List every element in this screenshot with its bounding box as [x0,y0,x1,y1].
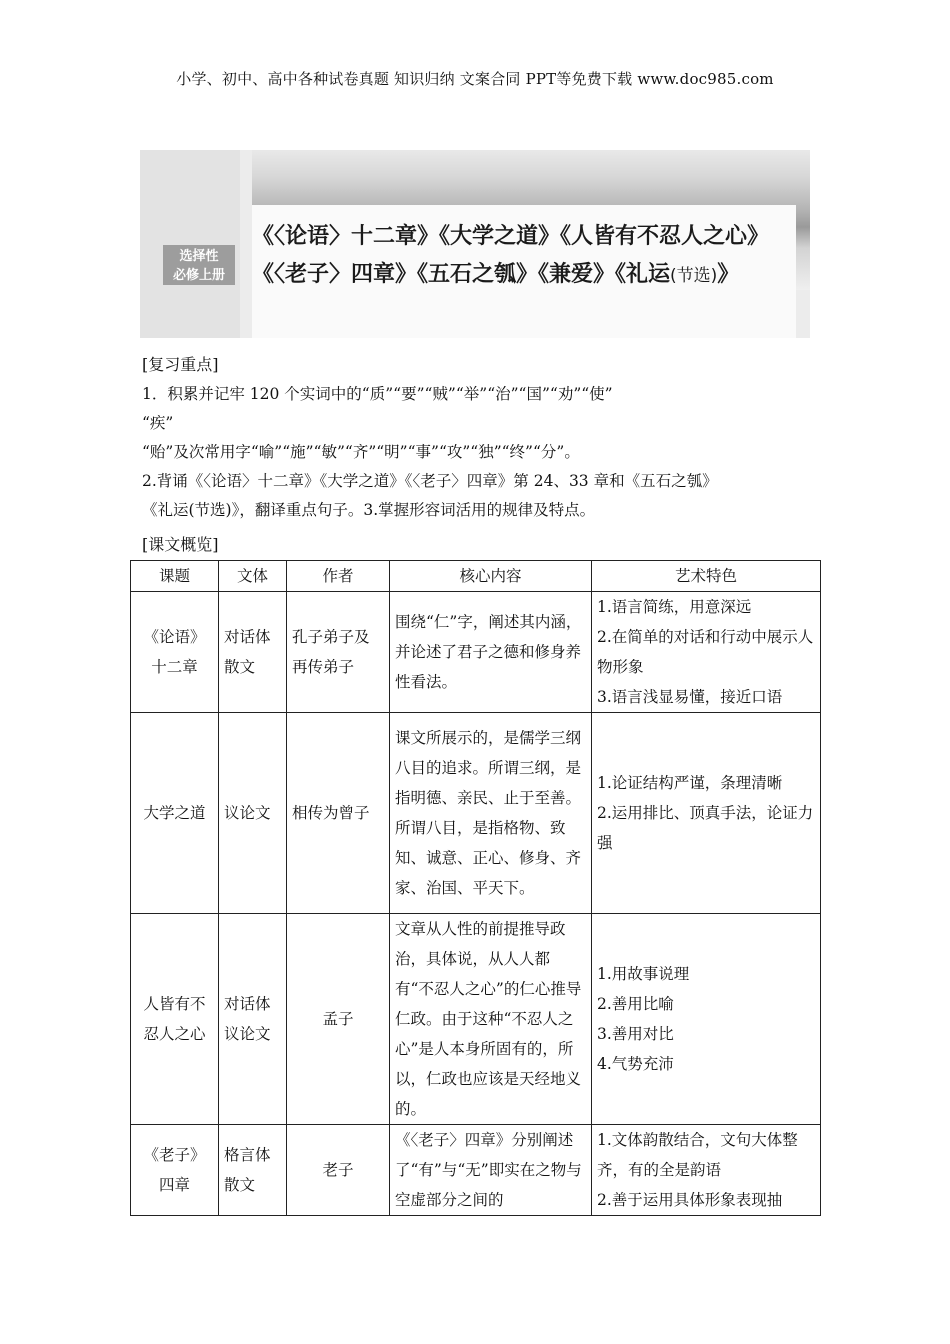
cell-author: 孟子 [287,914,390,1125]
title-line-2-small: (节选) [670,266,718,286]
feature-item: 1.文体韵散结合，文句大体整齐，有的全是韵语 [597,1131,798,1179]
feature-item: 1.用故事说理 [597,965,690,983]
cell-author: 相传为曾子 [287,713,390,914]
table-row [131,914,821,1125]
cell-title: 人皆有不忍人之心 [131,914,219,1125]
cell-content: 围绕“仁”字，阐述其内涵，并论述了君子之德和修身养性看法。 [390,592,592,713]
review-line-4: 2.背诵《〈论语〉十二章》《大学之道》《〈老子〉四章》第 24、33 章和《五石之瓠》 [142,472,718,490]
review-body [142,380,812,525]
banner-side-block [140,150,240,338]
title-line-2-end: 》 [717,262,740,287]
feature-item: 2.运用排比、顶真手法，论证力强 [597,804,814,852]
overview-heading: [课文概览] [142,535,219,554]
cell-features [592,713,821,914]
cell-author: 老子 [287,1125,390,1216]
textbook-tag [163,245,235,285]
col-author: 作者 [287,561,390,592]
banner-title [252,218,810,295]
cell-features [592,592,821,713]
review-line-2: “疾” [142,414,174,432]
col-title: 课题 [131,561,219,592]
cell-genre: 对话体议论文 [219,914,287,1125]
table-row [131,713,821,914]
feature-item: 2.在简单的对话和行动中展示人物形象 [597,628,814,676]
cell-features [592,1125,821,1216]
cell-title: 大学之道 [131,713,219,914]
review-heading: [复习重点] [142,355,219,374]
cell-author: 孔子弟子及再传弟子 [287,592,390,713]
table-header-row [131,561,821,592]
cell-content: 《〈老子〉四章》分别阐述了“有”与“无”即实在之物与空虚部分之间的 [390,1125,592,1216]
feature-item: 1.语言简练，用意深远 [597,598,752,616]
cell-genre: 对话体散文 [219,592,287,713]
review-line-5: 《礼运(节选)》，翻译重点句子。3.掌握形容词活用的规律及特点。 [142,501,596,519]
title-line-2-main: 《〈老子〉四章》《五石之瓠》《兼爱》《礼运 [252,262,671,287]
banner-title-line-2 [252,256,810,295]
cell-title: 《老子》四章 [131,1125,219,1216]
review-line-3: “贻”及次常用字“喻”“施”“敏”“齐”“明”“事”“攻”“独”“终”“分”。 [142,443,580,461]
cell-content: 课文所展示的，是儒学三纲八目的追求。所谓三纲，是指明德、亲民、止于至善。所谓八目，是指格物、致知、诚意、正心、修身、齐家、治国、平天下。 [390,713,592,914]
feature-item: 3.善用对比 [597,1025,674,1043]
banner-title-line-1: 《〈论语〉十二章》《大学之道》《人皆有不忍人之心》 [252,224,770,249]
col-features: 艺术特色 [592,561,821,592]
col-content: 核心内容 [390,561,592,592]
tag-line-1: 选择性 [179,249,219,264]
feature-item: 4.气势充沛 [597,1055,674,1073]
feature-item: 1.论证结构严谨，条理清晰 [597,774,783,792]
col-genre: 文体 [219,561,287,592]
cell-genre: 格言体散文 [219,1125,287,1216]
feature-item: 2.善于运用具体形象表现抽 [597,1191,783,1209]
page-header: 小学、初中、高中各种试卷真题 知识归纳 文案合同 PPT等免费下载 www.doc985.com [176,70,774,88]
table-row [131,1125,821,1216]
cell-genre: 议论文 [219,713,287,914]
cell-title: 《论语》十二章 [131,592,219,713]
table-row [131,592,821,713]
lesson-banner [140,150,810,338]
overview-table [130,560,821,1216]
feature-item: 2.善用比喻 [597,995,674,1013]
cell-features [592,914,821,1125]
cell-content: 文章从人性的前提推导政治，具体说，从人人都有“不忍人之心”的仁心推导仁政。由于这种“不忍人之心”是人本身所固有的，所以，仁政也应该是天经地义的。 [390,914,592,1125]
tag-line-2: 必修上册 [172,268,225,283]
feature-item: 3.语言浅显易懂，接近口语 [597,688,783,706]
review-line-1: 1．积累并记牢 120 个实词中的“质”“要”“贼”“举”“治”“国”“劝”“使” [142,385,613,403]
